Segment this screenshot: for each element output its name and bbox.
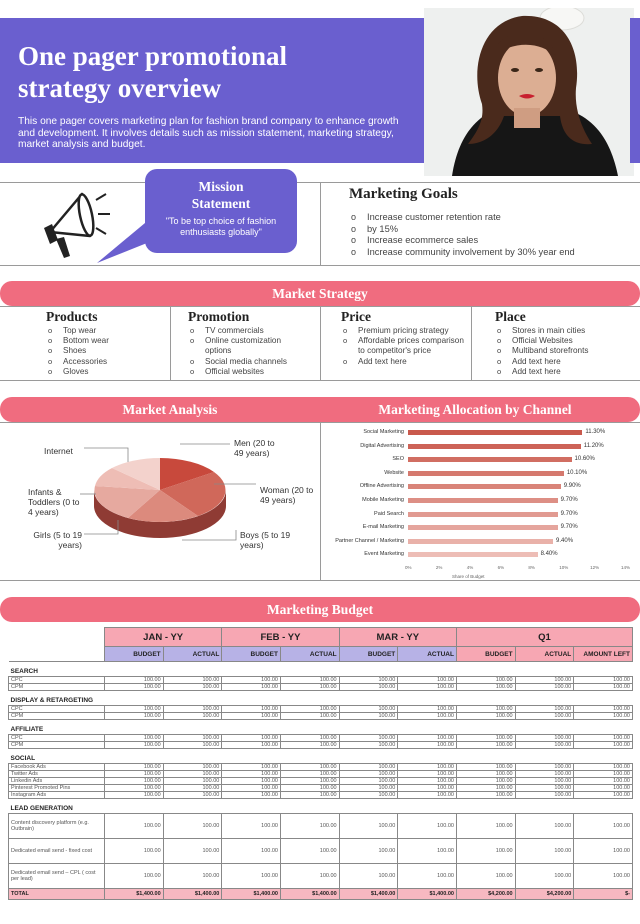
row-label: CPM [9,742,105,749]
row-label: Dedicated email send – CPL ( cost per lead) [9,864,105,889]
bar [408,512,558,517]
table-cell: 100.00 [105,713,164,720]
table-cell: 100.00 [574,778,633,785]
budget-section-title: DISPLAY & RETARGETING [9,691,633,706]
bar-value-label: 9.70% [560,510,578,517]
strategy-place: Place o Stores in main cities o Official Websites o Multiband storefronts o Add text here o Add text here [495,309,635,377]
list-item: o Multiband storefronts [495,346,635,356]
table-cell: 100.00 [280,713,339,720]
col-budget: BUDGET [456,647,515,662]
list-item: o Gloves [46,367,196,377]
row-label: Twitter Ads [9,771,105,778]
table-cell: 100.00 [163,864,222,889]
goal-item: o Increase ecommerce sales [349,235,575,247]
period-header: Q1 [456,628,632,647]
table-cell: 100.00 [398,814,457,839]
budget-section-title: SEARCH [9,662,633,677]
bar [408,498,558,503]
table-row [9,684,633,691]
x-tick-label: 2% [435,565,443,570]
table-cell: 100.00 [574,706,633,713]
goal-item: o Increase community involvement by 30% year end [349,247,575,259]
divider [0,380,640,381]
bar-value-label: 8.40% [540,551,558,558]
table-row [9,764,633,771]
table-cell: 100.00 [163,792,222,799]
table-cell: 100.00 [222,764,281,771]
bar-value-label: 11.20% [583,442,604,449]
col-budget: BUDGET [105,647,164,662]
table-cell: 100.00 [574,742,633,749]
table-cell: 100.00 [222,771,281,778]
woman-portrait-photo [424,8,634,176]
list-item: o Social media channels [188,357,318,367]
bar [408,457,572,462]
bar-category-label: Event Marketing [364,551,404,558]
list-item: o Premium pricing strategy [341,326,469,336]
period-header: MAR - YY [339,628,456,647]
list-item: o TV commercials [188,326,318,336]
table-cell: 100.00 [574,735,633,742]
table-cell: 100.00 [163,706,222,713]
table-cell: 100.00 [280,677,339,684]
table-cell: 100.00 [163,735,222,742]
table-cell: 100.00 [105,706,164,713]
col-actual: ACTUAL [163,647,222,662]
table-cell: 100.00 [515,735,574,742]
table-cell: 100.00 [456,684,515,691]
table-cell: 100.00 [515,785,574,792]
table-cell: 100.00 [515,771,574,778]
pie-label-woman: Woman (20 to 49 years) [260,485,314,505]
table-cell: 100.00 [339,742,398,749]
table-cell: 100.00 [280,778,339,785]
table-row [9,706,633,713]
table-cell: 100.00 [105,785,164,792]
table-cell: 100.00 [339,785,398,792]
table-cell: 100.00 [280,864,339,889]
bar [408,444,581,449]
list-item: o Top wear [46,326,196,336]
bar-category-label: SEO [392,456,404,463]
table-cell: 100.00 [456,735,515,742]
bar-category-label: E-mail Marketing [362,524,404,531]
table-cell: 100.00 [574,814,633,839]
bar-value-label: 11.30% [585,429,606,435]
table-row [9,785,633,792]
table-cell: 100.00 [456,764,515,771]
table-cell: 100.00 [105,792,164,799]
bar [408,552,538,557]
table-cell: 100.00 [222,814,281,839]
table-cell: 100.00 [339,814,398,839]
table-row [9,771,633,778]
table-cell: 100.00 [163,771,222,778]
table-cell: 100.00 [280,771,339,778]
table-cell: 100.00 [222,785,281,792]
table-cell: 100.00 [456,814,515,839]
table-cell: 100.00 [515,764,574,771]
table-row [9,713,633,720]
bar-value-label: 10.60% [574,456,595,463]
mission-statement-box [145,169,297,253]
table-cell: 100.00 [339,778,398,785]
bar-value-label: 10.10% [566,469,588,476]
bar-category-label: Website [384,469,404,476]
list-item: o Official Websites [495,336,635,346]
table-cell: 100.00 [574,771,633,778]
table-cell: 100.00 [515,684,574,691]
x-tick-label: 12% [590,565,600,570]
table-cell: 100.00 [105,814,164,839]
row-label: CPC [9,735,105,742]
table-cell: 100.00 [105,684,164,691]
bar-category-label: Partner Channel / Marketing [335,537,404,544]
table-row [9,839,633,864]
table-cell: 100.00 [163,764,222,771]
mission-title: Mission Statement [191,179,251,211]
goal-item: o by 15% [349,224,575,236]
bar-category-label: Offline Advertising [359,483,404,490]
table-cell: 100.00 [280,742,339,749]
table-cell: 100.00 [339,839,398,864]
table-row [9,677,633,684]
table-cell: 100.00 [456,713,515,720]
col-amount-left: AMOUNT LEFT [574,647,633,662]
table-cell: 100.00 [163,839,222,864]
pie-label-infants: Infants & Toddlers (0 to 4 years) [28,487,80,517]
table-cell: 100.00 [456,778,515,785]
bar-value-label: 9.40% [556,537,574,544]
table-cell: 100.00 [574,713,633,720]
table-cell: 100.00 [163,778,222,785]
table-cell: 100.00 [105,839,164,864]
goals-title: Marketing Goals [349,186,458,202]
table-cell: 100.00 [515,742,574,749]
table-cell: 100.00 [515,706,574,713]
table-cell: 100.00 [222,778,281,785]
pie-label-boys: Boys (5 to 19 years) [240,530,291,550]
bar-value-label: 9.70% [560,497,578,503]
table-cell: 100.00 [574,677,633,684]
table-cell: 100.00 [456,706,515,713]
allocation-title: Marketing Allocation by Channel [378,402,572,417]
table-cell: 100.00 [456,864,515,889]
table-cell: 100.00 [222,706,281,713]
mission-text: "To be top choice of fashion enthusiasts globally" [165,216,277,237]
table-cell: 100.00 [398,742,457,749]
list-item: o Official websites [188,367,318,377]
table-cell: 100.00 [280,735,339,742]
divider [0,580,640,581]
budget-section-title: LEAD GENERATION [9,799,633,814]
table-cell: 100.00 [280,814,339,839]
bar [408,430,582,435]
bar [408,471,564,476]
market-analysis-title: Market Analysis [122,402,218,417]
table-cell: 100.00 [398,684,457,691]
table-cell: 100.00 [515,839,574,864]
table-cell: 100.00 [280,785,339,792]
list-item: o Add text here [495,367,635,377]
table-cell: 100.00 [398,778,457,785]
table-cell: 100.00 [398,764,457,771]
table-cell: 100.00 [163,713,222,720]
table-cell: 100.00 [105,735,164,742]
table-cell: 100.00 [456,677,515,684]
table-row [9,864,633,889]
bar-category-label: Social Marketing [363,429,404,435]
bar [408,525,558,530]
col-budget: BUDGET [222,647,281,662]
row-label: Linkedin Ads [9,778,105,785]
table-cell: 100.00 [398,839,457,864]
table-cell: 100.00 [105,764,164,771]
list-item: o Online customization options [188,336,293,356]
table-cell: 100.00 [222,713,281,720]
divider [320,182,321,265]
period-header: FEB - YY [222,628,339,647]
strategy-promotion: Promotion o TV commercials o Online customization options o Social media channels o Official websites [188,309,318,377]
table-cell: 100.00 [339,684,398,691]
list-item: o Accessories [46,357,196,367]
page-title: One pager promotional strategy overview [18,41,288,103]
list-item: o Shoes [46,346,196,356]
table-cell: 100.00 [222,742,281,749]
row-label: CPM [9,713,105,720]
pie-label-men: Men (20 to 49 years) [234,438,275,458]
total-label: TOTAL [9,889,105,900]
x-tick-label: 14% [621,565,631,570]
table-cell: 100.00 [163,785,222,792]
row-label: Content discovery platform (e.g. Outbrain) [9,814,105,839]
table-cell: 100.00 [574,864,633,889]
col-actual: ACTUAL [515,647,574,662]
table-cell: 100.00 [280,792,339,799]
table-cell: 100.00 [280,839,339,864]
table-cell: 100.00 [515,778,574,785]
table-cell: 100.00 [456,839,515,864]
table-cell: 100.00 [163,677,222,684]
table-cell: 100.00 [398,713,457,720]
table-cell: 100.00 [515,677,574,684]
table-cell: 100.00 [339,677,398,684]
table-cell: 100.00 [339,771,398,778]
market-strategy-header: Market Strategy [0,281,640,306]
table-cell: 100.00 [163,684,222,691]
goal-item: o Increase customer retention rate [349,212,575,224]
table-cell: 100.00 [339,764,398,771]
table-cell: 100.00 [456,785,515,792]
table-cell: 100.00 [163,814,222,839]
table-cell: 100.00 [339,706,398,713]
table-cell: 100.00 [339,792,398,799]
table-cell: 100.00 [398,735,457,742]
row-label: Instagram Ads [9,792,105,799]
header-accent-strip [630,18,640,163]
table-cell: 100.00 [398,864,457,889]
table-cell: 100.00 [222,792,281,799]
marketing-goals [349,186,575,259]
table-cell: 100.00 [398,677,457,684]
table-cell: 100.00 [515,713,574,720]
divider [320,422,321,580]
table-cell: 100.00 [280,764,339,771]
table-cell: 100.00 [280,706,339,713]
bar-value-label: 9.70% [560,524,578,531]
list-item: o Bottom wear [46,336,196,346]
table-row [9,814,633,839]
x-tick-label: 8% [528,565,535,570]
table-row [9,735,633,742]
table-cell: 100.00 [105,864,164,889]
table-cell: 100.00 [105,742,164,749]
table-cell: 100.00 [398,771,457,778]
table-row [9,742,633,749]
marketing-budget-header: Marketing Budget [0,597,640,622]
bar [408,484,561,489]
row-label: Dedicated email send - fixed cost [9,839,105,864]
table-cell: 100.00 [456,792,515,799]
table-cell: 100.00 [222,839,281,864]
col-actual: ACTUAL [280,647,339,662]
bar-category-label: Mobile Marketing [362,497,404,503]
budget-table [8,627,633,900]
table-cell: 100.00 [163,742,222,749]
table-cell: 100.00 [398,706,457,713]
x-tick-label: 10% [559,565,569,570]
header-banner [0,18,424,163]
table-cell: 100.00 [456,742,515,749]
list-item: o Add text here [341,357,469,367]
pie-label-internet: Internet [44,446,73,456]
budget-section-title: SOCIAL [9,749,633,764]
list-item: o Add text here [495,357,635,367]
col-budget: BUDGET [339,647,398,662]
table-cell: 100.00 [456,771,515,778]
table-cell: 100.00 [574,764,633,771]
list-item: o Affordable prices comparison to competitor's price [341,336,469,356]
page-description: This one pager covers marketing plan for fashion brand company to enhance growth and development. It involves details such as mission statement, marketing strategy, market analysis and budget. [18,116,399,151]
table-cell: 100.00 [105,778,164,785]
strategy-products: Products o Top wear o Bottom wear o Shoes o Accessories o Gloves [46,309,196,377]
table-cell: 100.00 [398,792,457,799]
x-tick-label: 4% [466,565,474,570]
list-item: o Stores in main cities [495,326,635,336]
row-label: CPC [9,677,105,684]
table-cell: 100.00 [222,735,281,742]
table-cell: 100.00 [222,864,281,889]
table-cell: 100.00 [515,792,574,799]
pie-label-girls: Girls (5 to 19 years) [33,530,82,550]
table-row [9,792,633,799]
table-cell: 100.00 [105,677,164,684]
table-cell: 100.00 [398,785,457,792]
table-cell: 100.00 [515,814,574,839]
row-label: Pinterest Promoted Pins [9,785,105,792]
divider [320,306,321,380]
bar-value-label: 9.90% [563,483,581,490]
budget-section-title: AFFILIATE [9,720,633,735]
divider [0,265,640,266]
table-cell: 100.00 [222,684,281,691]
total-row: TOTAL $1,400.00 $1,400.00 $1,400.00 $1,400.00 $1,400.00 $1,400.00 $4,200.00 $4,200.00 $- [9,889,633,900]
col-actual: ACTUAL [398,647,457,662]
x-tick-label: 0% [405,565,412,570]
row-label: CPM [9,684,105,691]
bar-category-label: Digital Advertising [360,442,404,449]
table-cell: 100.00 [574,792,633,799]
row-label: Facebook Ads [9,764,105,771]
bar [408,539,553,544]
table-cell: 100.00 [105,771,164,778]
table-cell: 100.00 [280,684,339,691]
divider [471,306,472,380]
period-header: JAN - YY [105,628,222,647]
strategy-price: Price o Premium pricing strategy o Affordable prices comparison to competitor's price o Add text here [341,309,469,367]
table-cell: 100.00 [339,735,398,742]
table-cell: 100.00 [515,864,574,889]
x-axis-label: Share of Budget [452,574,485,579]
table-cell: 100.00 [574,785,633,792]
table-cell: 100.00 [339,864,398,889]
bar-category-label: Paid Search [374,510,404,517]
row-label: CPC [9,706,105,713]
table-cell: 100.00 [574,839,633,864]
table-cell: 100.00 [339,713,398,720]
x-tick-label: 6% [497,565,505,570]
table-row [9,778,633,785]
table-cell: 100.00 [574,684,633,691]
table-cell: 100.00 [222,677,281,684]
